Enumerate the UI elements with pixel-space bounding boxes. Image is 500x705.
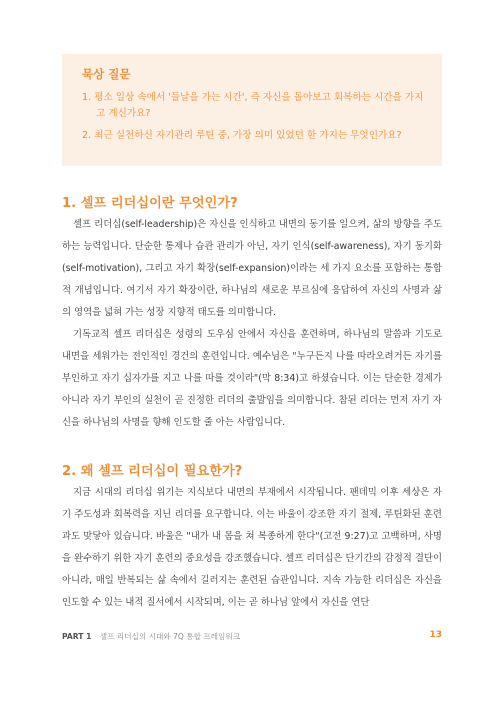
page-number: 13 — [429, 630, 442, 640]
meditation-question-list — [82, 90, 432, 150]
section-heading-2: 2. 왜 셀프 리더십이 필요한가? — [62, 464, 243, 479]
meditation-question-1: 1. 평소 일상 속에서 '들날을 가는 시간', 즉 자신을 돌아보고 회복하는 시간을 가지고 계신가요? — [82, 92, 424, 119]
meditation-title: 묵상 질문 — [82, 67, 131, 81]
section-2-paragraph-1: 지금 시대의 리더십 위기는 지식보다 내면의 부재에서 시작됩니다. 팬데믹 이후 세상은 자기 주도성과 회복력을 지닌 리더를 요구합니다. 이는 바울이 강조한 자기 절제, 루틴화된 훈련과도 맞닿아 있습니다. 바울은 "내가 내 몸을 쳐 복종하게 한다"(고전 9:27)고 고백하며, 사명을 완수하기 위한 자기 훈련의 중요성을 강조했습니다. 셀프 리더십은 단기간의 감정적 결단이 아니라, 매일 반복되는 삶 속에서 길러지는 훈련된 습관입니다. 지속 가능한 리더십은 자신을 인도할 수 있는 내적 질서에서 시작되며, 이는 곧 하나님 앞에서 자신을 연단 — [62, 487, 442, 608]
section-1-paragraph-2: 기독교적 셀프 리더십은 성령의 도우심 안에서 자신을 훈련하며, 하나님의 말씀과 기도로 내면을 세워가는 전인적인 경건의 훈련입니다. 예수님은 "누구든지 나를 따라오려거든 자기를 부인하고 자기 십자가를 지고 나를 따를 것이라"(막 8:34)고 하셨습니다. 이는 단순한 경제가 아니라 자기 부인의 실천이 곧 진정한 리더의 출발임을 의미합니다. 참된 리더는 먼저 자기 자신을 하나님의 사명을 향해 인도할 줄 아는 사람입니다. — [62, 329, 442, 428]
footer-part-label: PART 1 — [62, 632, 92, 641]
page-footer — [62, 631, 442, 642]
meditation-question-box — [62, 54, 442, 166]
meditation-question-2: 2. 최근 실천하신 자기관리 루틴 중, 가장 의미 있었던 한 가지는 무엇인가요? — [82, 130, 402, 141]
section-1-paragraph-1: 셀프 리더십(self-leadership)은 자신을 인식하고 내면의 동기를 일으켜, 삶의 방향을 주도하는 능력입니다. 단순한 통제나 습관 관리가 아닌, 자기 인식(self-awareness), 자기 동기화(self-motivation), 그리고 자기 확장(self-expansion)이라는 세 가지 요소를 포함하는 통합적 개념입니다. 여기서 자기 확장이란, 하나님의 새로운 부르심에 응답하여 자신의 사명과 삶의 영역을 넓혀 가는 성장 지향적 태도를 의미합니다. — [62, 219, 442, 318]
section-heading-1: 1. 셀프 리더십이란 무엇인가? — [62, 196, 238, 211]
footer-part-subtitle: 셀프 리더십의 시대와 7Q 통합 프레임워크 — [99, 632, 241, 641]
